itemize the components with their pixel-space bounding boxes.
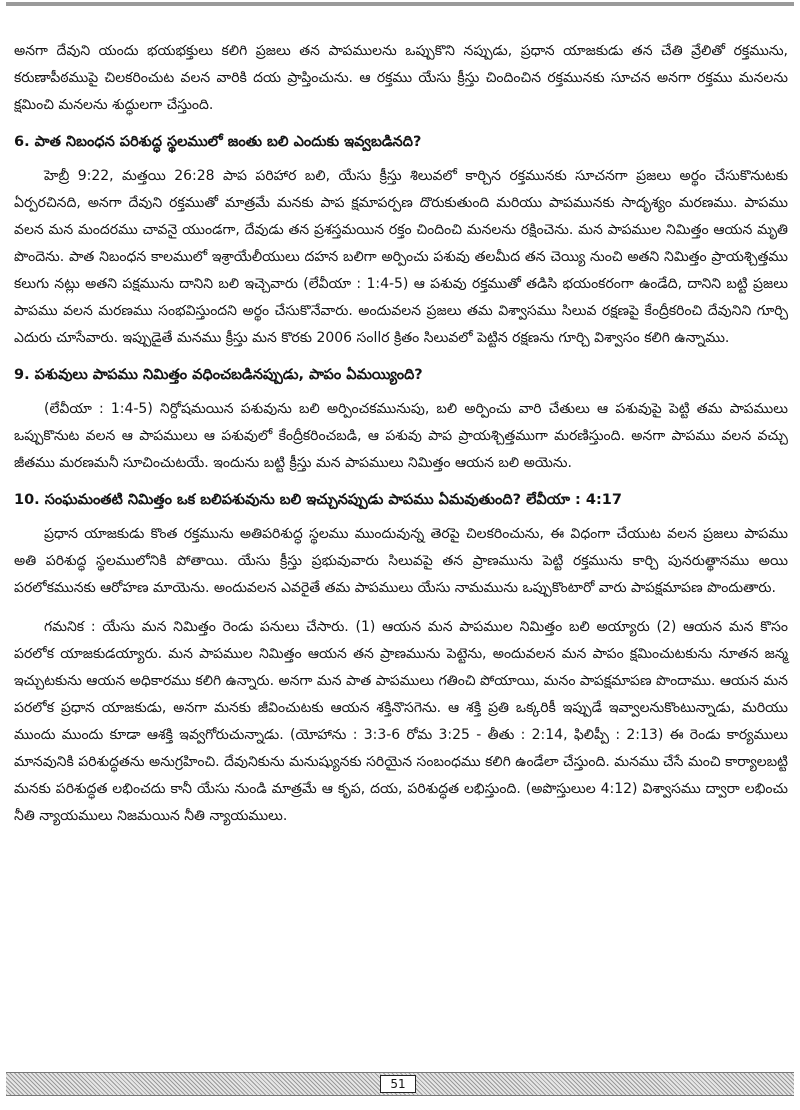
page-number: 51	[380, 1075, 416, 1093]
note-paragraph: గమనిక : యేసు మన నిమిత్తం రెండు పనులు చేసారు. (1) ఆయన మన పాపముల నిమిత్తం బలి అయ్యారు (2) ఆయన మన కొసం పరలోక యాజకుడయ్యారు. మన పాపముల నిమిత్తం ఆయన తన ప్రాణమును పెట్టెను, అందువలన మన పాపం క్షమించుటకును నూతన జన్మ ఇచ్చుటకును ఆయన అధికారము కలిగి ఉన్నారు. అనగా మన పాత పాపములు గతించి పోయాయి, మనం పాపక్షమాపణ పొందాము. ఆయన మన పరలోక ప్రధాన యాజకుడు, అనగా మనకు జీవించుటకు ఆయన శక్తినొసగెను. ఆ శక్తి ప్రతి ఒక్కరికీ ఇప్పుడే ఇవ్వాలనుకొంటున్నాడు, మరియు ముందు ముందు కూడా ఆశక్తి ఇవ్వగోరుచున్నాడు. (యోహాను : 3:3-6 రోమ 3:25 - తీతు : 2:14, ఫిలిప్పీ : 2:13) ఈ రెండు కార్యములు మానవునికి పరిశుద్ధతను అనుగ్రహించి. దేవునికును మనుష్యునకు సరియైన సంబంధము కలిగి ఉండేలా చేస్తుంది. మనము చేసే మంచి కార్యాలబట్టి మనకు పరిశుద్ధత లభించదు కానీ యేసు నుండి మాత్రమే ఆ కృప, దయ, పరిశుద్ధత లభిస్తుంది. (అపొస్తులుల 4:12) విశ్వాసము ద్వారా లభించు నీతి న్యాయములు నిజమయిన నీతి న్యాయములు.	[14, 619, 788, 824]
paragraph: హెబ్రీ 9:22, మత్తయి 26:28 పాప పరిహార బలి, యేసు క్రీస్తు శిలువలో కార్చిన రక్తమునకు సూచనగా ప్రజలు అర్థం చేసుకొనుటకు ఏర్పరచినది, అనగా దేవుని రక్తముతో మాత్రమే మనకు పాప క్షమాపర్పణ దొరుకుతుంది మరియు పాపమునకు సాదృశ్యం మరణము. పాపము వలన మన మందరము చావనై యుండగా, దేవుడు తన ప్రశస్తమయిన రక్తం చిందించి మనలను రక్షించెను. మన పాపముల నిమిత్తం ఆయన మృతి పొందెను. పాత నిబంధన కాలములో ఇశ్రాయేలీయులు దహన బలిగా అర్పించు పశువు తలమీద తన చెయ్యి నుంచి అతని నిమిత్తం ప్రాయశ్చిత్తము కలుగు నట్లు అతని పక్షమును దానిని బలి ఇచ్చెవారు (లేవీయా : 1:4-5) ఆ పశువు రక్తముతో తడిసి భయంకరంగా ఉండేది, దానిని బట్టి ప్రజలు పాపము వలన మరణము సంభవిస్తుందని అర్థం చేసుకొనేవారు. అందువలన ప్రజలు తమ విశ్వాసము సిలువ రక్షణపై కేంద్రీకరించి దేవునిని గూర్చి ఎదురు చూసేవారు. ఇప్పుడైతే మనము క్రీస్తు మన కొరకు 2006 సంllర క్రితం సిలువలో పెట్టిన రక్షణను గూర్చి విశ్వాసం కలిగి ఉన్నాము.	[14, 168, 788, 346]
question-heading: 10. సంఘమంతటి నిమిత్తం ఒక బలిపశువును బలి ఇచ్చునప్పుడు పాపము ఏమవుతుంది? లేవీయా : 4:17	[14, 492, 622, 508]
paragraph: (లేవీయా : 1:4-5) నిర్దోషమయిన పశువును బలి అర్పించకమునుపు, బలి అర్పించు వారి చేతులు ఆ పశువుపై పెట్టి తమ పాపములు ఒప్పుకొనుట వలన ఆ పాపములు ఆ పశువులో కేంద్రీకరించబడి, ఆ పశువు పాప ప్రాయశ్చిత్తముగా మరణిస్తుంది. అనగా పాపము వలన వచ్చు జీతము మరణమనీ సూచించుటయే. ఇందును బట్టి క్రీస్తు మన పాపములు నిమిత్తం ఆయన బలి అయెను.	[14, 401, 788, 471]
paragraph: అనగా దేవుని యందు భయభక్తులు కలిగి ప్రజలు తన పాపములను ఒప్పుకొని నప్పుడు, ప్రధాన యాజకుడు తన చేతి వ్రేలితో రక్తమును, కరుణాపీఠముపై చిలకరించుట వలన వారికి దయ ప్రాప్తించును. ఆ రక్తము యేసు క్రీస్తు చిందించిన రక్తమునకు సూచన అనగా రక్తము మనలను క్షమించి మనలను శుద్ధులగా చేస్తుంది.	[14, 43, 788, 113]
question-heading: 6. పాత నిబంధన పరిశుద్ధ స్థలములో జంతు బలి ఎందుకు ఇవ్వబడినది?	[14, 134, 422, 150]
top-rule	[6, 2, 794, 6]
page-body	[14, 38, 788, 842]
question-heading: 9. పశువులు పాపము నిమిత్తం వధించబడినప్పుడు, పాపం ఏమయ్యింది?	[14, 367, 423, 383]
paragraph: ప్రధాన యాజకుడు కొంత రక్తమును అతిపరిశుద్ధ స్థలము ముందువున్న తెరపై చిలకరించును, ఈ విధంగా చేయుట వలన ప్రజలు పాపము అతి పరిశుద్ధ స్థలములోనికి పోతాయి. యేసు క్రీస్తు ప్రభువువారు సిలువపై తన ప్రాణమును పెట్టి రక్తమును కార్చి పునరుత్థానము అయి పరలోకమునకు ఆరోహణ మాయెను. అందువలన ఎవరైతే తమ పాపములు యేసు నామమును ఒప్పుకొంటారో వారు పాపక్షమాపణ పొందుతారు.	[14, 526, 788, 596]
